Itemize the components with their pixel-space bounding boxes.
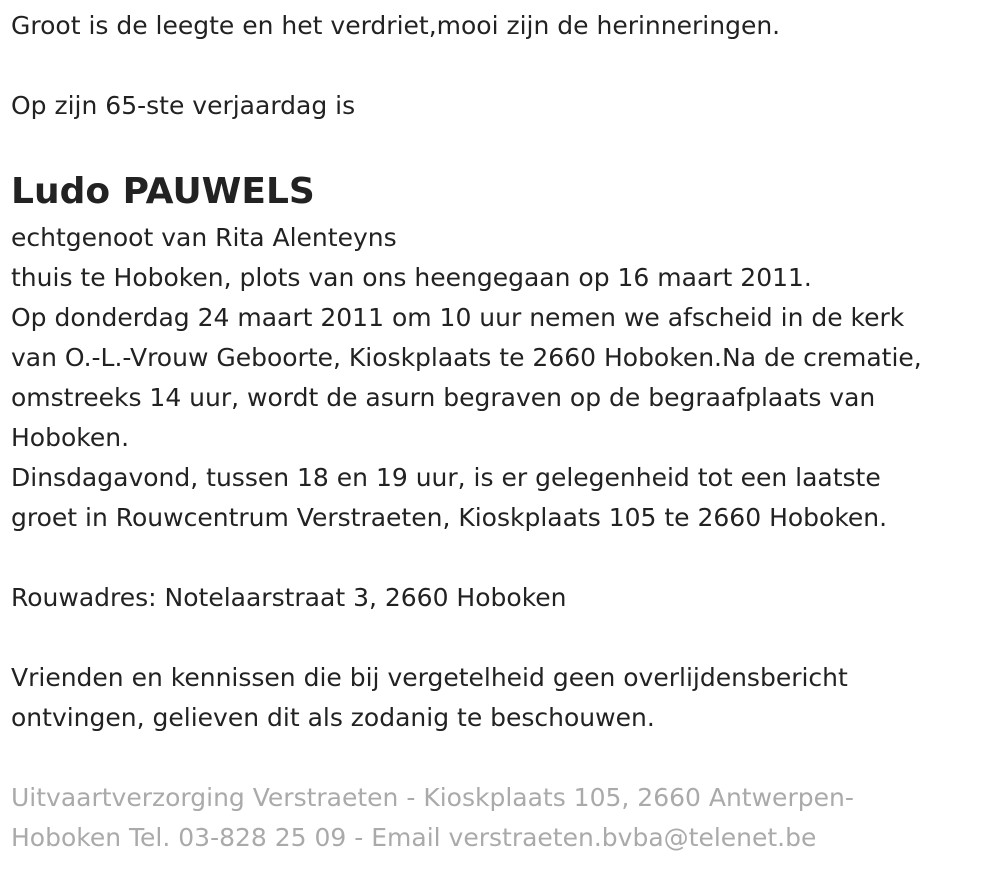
body-line: Hoboken. (11, 423, 130, 452)
footer-line: Uitvaartverzorging Verstraeten - Kioskplaats 105, 2660 Antwerpen- (11, 783, 854, 812)
obituary-body (11, 218, 986, 538)
notice-line: Vrienden en kennissen die bij vergetelheid geen overlijdensbericht (11, 663, 848, 692)
spacer (11, 126, 986, 166)
obituary-document (11, 0, 986, 858)
notice-paragraph (11, 658, 986, 738)
footer-line: Hoboken Tel. 03-828 25 09 - Email verstraeten.bvba@telenet.be (11, 823, 817, 852)
deceased-name: Ludo PAUWELS (11, 171, 315, 212)
body-line: Op donderdag 24 maart 2011 om 10 uur nemen we afscheid in de kerk (11, 303, 905, 332)
spacer (11, 618, 986, 658)
spacer (11, 738, 986, 778)
spacer (11, 46, 986, 86)
funeral-home-footer (11, 778, 986, 858)
notice-line: ontvingen, gelieven dit als zodanig te beschouwen. (11, 703, 655, 732)
body-line: echtgenoot van Rita Alenteyns (11, 223, 397, 252)
mourning-address: Rouwadres: Notelaarstraat 3, 2660 Hoboken (11, 583, 567, 612)
intro-quote: Groot is de leegte en het verdriet,mooi zijn de herinneringen. (11, 11, 781, 40)
body-line: groet in Rouwcentrum Verstraeten, Kioskplaats 105 te 2660 Hoboken. (11, 503, 888, 532)
spacer (11, 538, 986, 578)
body-line: van O.-L.-Vrouw Geboorte, Kioskplaats te 2660 Hoboken.Na de crematie, (11, 343, 922, 372)
body-line: omstreeks 14 uur, wordt de asurn begraven op de begraafplaats van (11, 383, 876, 412)
birthday-line: Op zijn 65-ste verjaardag is (11, 91, 356, 120)
body-line: thuis te Hoboken, plots van ons heengegaan op 16 maart 2011. (11, 263, 812, 292)
body-line: Dinsdagavond, tussen 18 en 19 uur, is er gelegenheid tot een laatste (11, 463, 881, 492)
